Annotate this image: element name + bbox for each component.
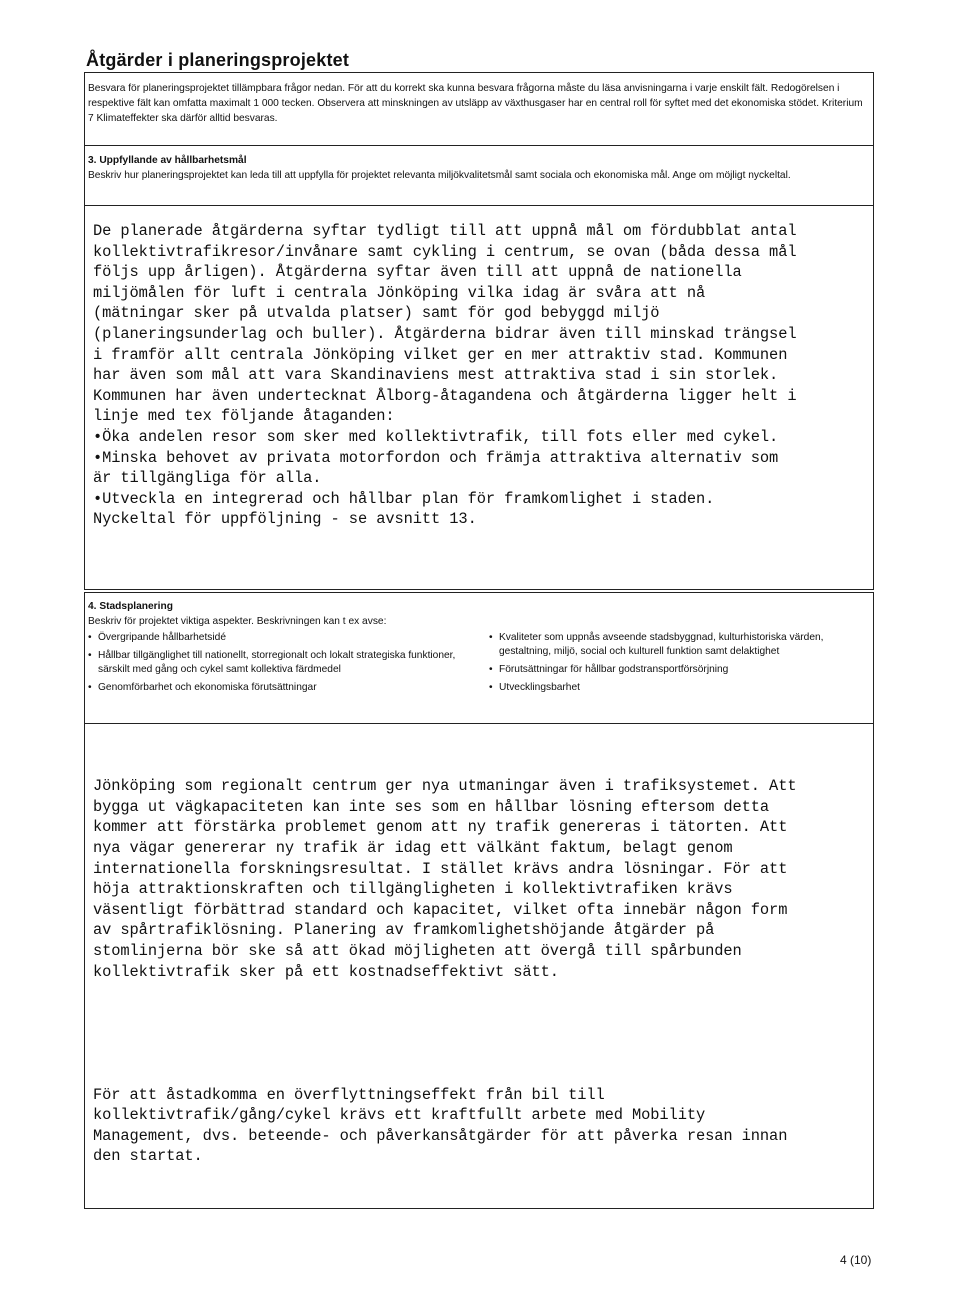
- section-4-heading: 4. Stadsplanering: [88, 601, 173, 612]
- section-4-left-list: [88, 631, 468, 699]
- list-item: • Övergripande hållbarhetsidé: [88, 631, 468, 645]
- section-4-answer-paragraph-2: För att åstadkomma en överflyttningseffekt från bil till kollektivtrafik/gång/cykel krävs ett kraftfullt arbete med Mobility Management, dvs. beteende- och påverkansåtgärder för att påverka resan innan den startat.: [93, 1085, 788, 1166]
- paragraph-spacer: [93, 1023, 865, 1043]
- list-item: • Förutsättningar för hållbar godstransportförsörjning: [489, 663, 867, 677]
- section-4-answer[interactable]: [93, 735, 865, 1208]
- list-item: • Kvaliteter som uppnås avseende stadsbyggnad, kulturhistoriska värden, gestaltning, miljö, social och kulturell funktion samt delaktighet: [489, 631, 867, 659]
- section-3-heading: 3. Uppfyllande av hållbarhetsmål: [88, 155, 247, 166]
- section-4-right-list: [489, 631, 867, 699]
- list-item: • Hållbar tillgänglighet till nationellt, storregionalt och lokalt strategiska funktioner, särskilt med gång och cykel samt kollektiva färdmedel: [88, 649, 468, 677]
- intro-instructions: Besvara för planeringsprojektet tillämpbara frågor nedan. För att du korrekt ska kunna besvara frågorna måste du läsa anvisningarna i varje enskilt fält. Redogörelsen i respektive fält kan omfatta maximalt 1 000 tecken. Observera att minskningen av utsläpp av växthusgaser har en central roll för syftet med det ekonomiska stödet. Kriterium 7 Klimateffekter ska därför alltid besvaras.: [88, 83, 863, 124]
- section-3-header: [88, 153, 867, 183]
- list-item: • Genomförbarhet och ekonomiska förutsättningar: [88, 681, 468, 695]
- form-frame-bottom: [84, 592, 874, 1209]
- section-4-header: [88, 599, 867, 629]
- divider: [85, 205, 873, 206]
- section-4-answer-paragraph-1: Jönköping som regionalt centrum ger nya utmaningar även i trafiksystemet. Att bygga ut vägkapaciteten kan inte ses som en hållbar lösning eftersom detta kommer att förstärka problemet genom att ny trafik genereras i tätorten. Att nya vägar genererar ny trafik är idag ett välkänt faktum, belagt genom internationella forskningsresultat. I stället krävs andra lösningar. För att höja attraktionskraften och tillgängligheten i kollektivtrafiken krävs väsentligt förbättrad standard och kapacitet, vilket ofta innebär någon form av spårtrafiklösning. Planering av framkomlighetshöjande åtgärder på stomlinjerna bör ske så att ökad möjligheten att övergå till spårbunden kollektivtrafik sker på ett kostnadseffektivt sätt.: [93, 777, 797, 981]
- divider: [85, 145, 873, 146]
- section-3-answer[interactable]: De planerade åtgärderna syftar tydligt till att uppnå mål om fördubblat antal kollektivtrafikresor/invånare samt cykling i centrum, se ovan (båda dessa mål följs upp årligen). Åtgärderna syftar även till att uppnå de nationella miljömålen för luft i centrala Jönköping vilka idag är svåra att nå (mätningar sker på utvalda platser) samt för god bebyggd miljö (planeringsunderlag och buller). Åtgärderna bidrar även till minskad trängsel i framför allt centrala Jönköping vilket ger en mer attraktiv stad. Kommunen har även som mål att vara Skandinaviens mest attraktiva stad i sin storlek. Kommunen har även undertecknat Ålborg-åtagandena och åtgärderna ligger helt i linje med tex följande åtaganden: •Öka andelen resor som sker med kollektivtrafik, till fots eller med cykel. •Minska behovet av privata motorfordon och främja attraktiva alternativ som är tillgängliga för alla. •Utveckla en integrerad och hållbar plan för framkomlighet i staden. Nyckeltal för uppföljning - se avsnitt 13.: [93, 222, 797, 529]
- page-title: Åtgärder i planeringsprojektet: [86, 50, 350, 70]
- page-number: 4 (10): [840, 1253, 872, 1267]
- section-4-instruction: Beskriv för projektet viktiga aspekter. Beskrivningen kan t ex avse:: [88, 616, 387, 627]
- divider: [85, 723, 873, 724]
- list-item: • Utvecklingsbarhet: [489, 681, 867, 695]
- form-frame-top: [84, 72, 874, 590]
- section-3-instruction: Beskriv hur planeringsprojektet kan leda till att uppfylla för projektet relevanta miljökvalitetsmål samt sociala och ekonomiska mål. Ange om möjligt nyckeltal.: [88, 170, 791, 181]
